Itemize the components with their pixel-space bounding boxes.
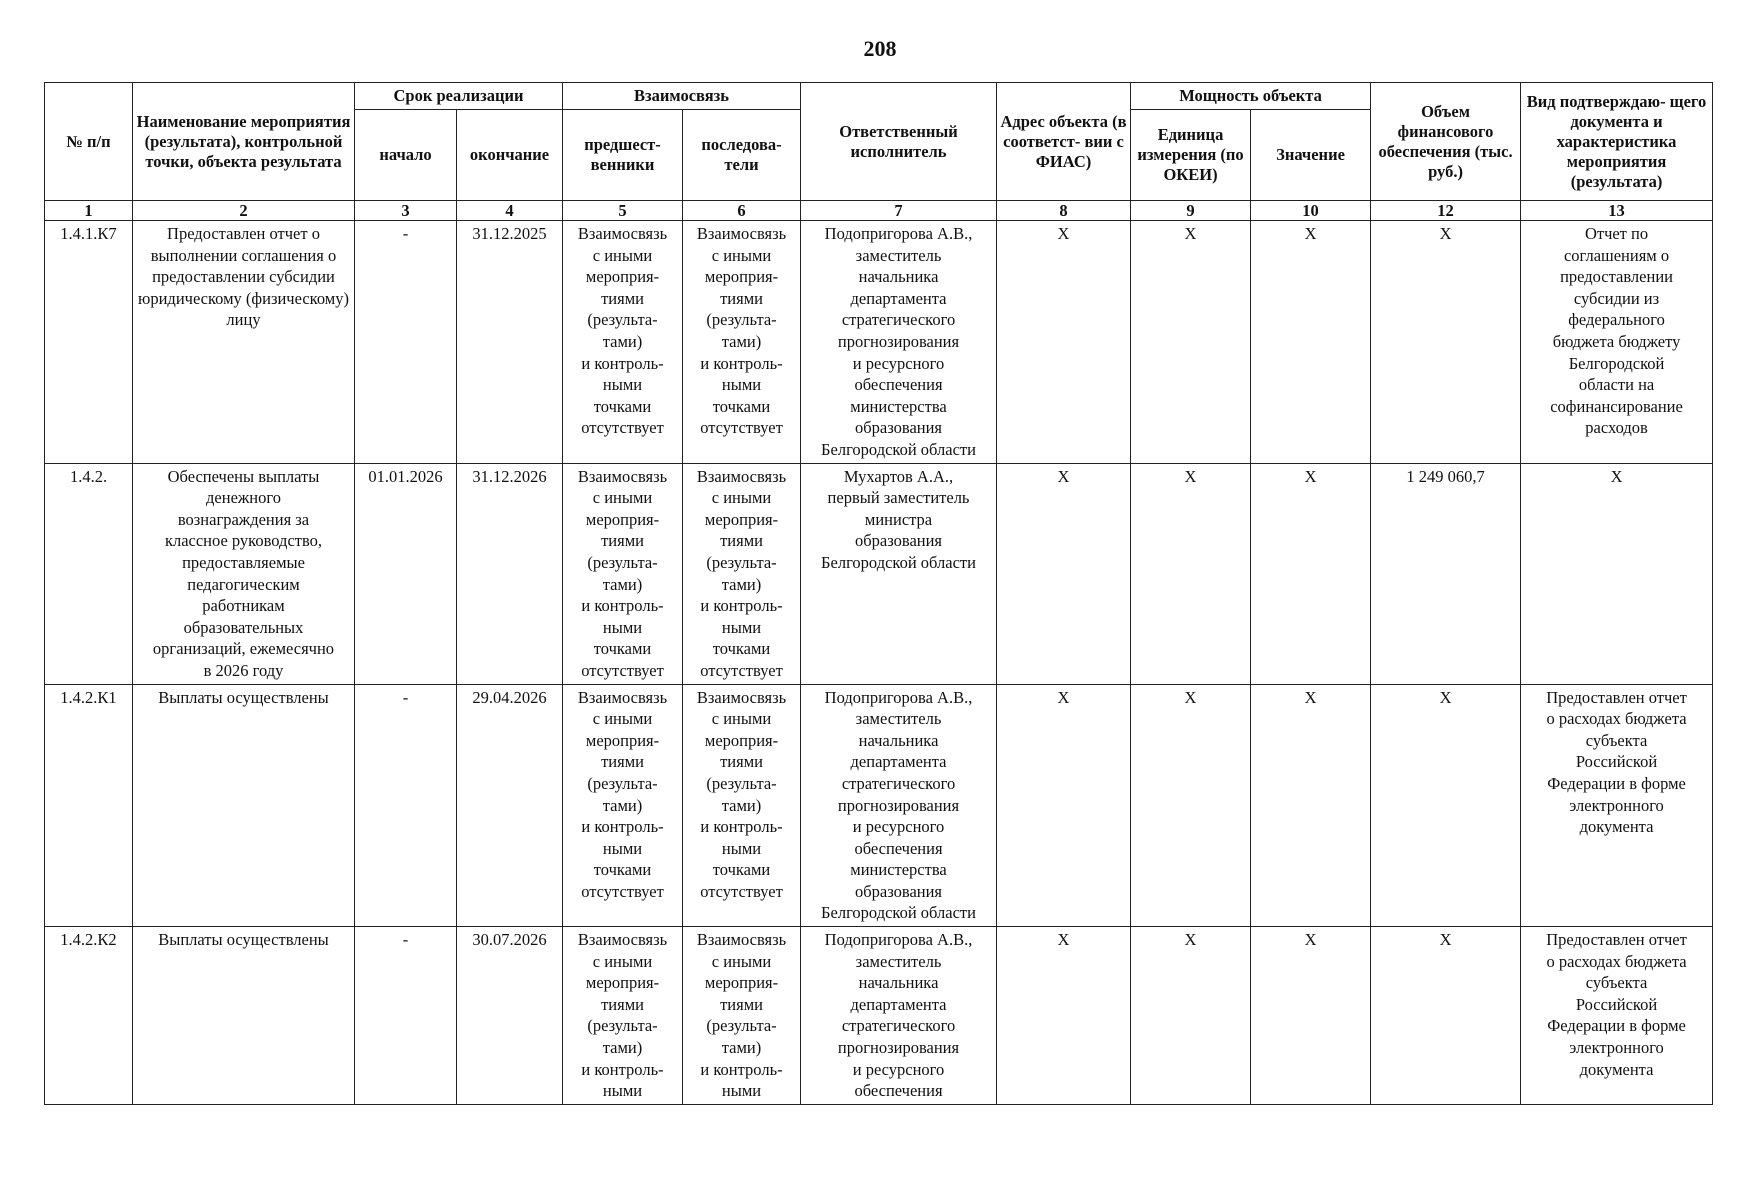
cell-start: 01.01.2026 (355, 463, 457, 684)
cell-predecessors: Взаимосвязь с иными мероприя- тиями (результа- тами) и контроль- ными точками отсутствует (563, 221, 683, 464)
cell-address: Х (997, 927, 1131, 1105)
header-term-group: Срок реализации (355, 83, 563, 110)
cell-successors: Взаимосвязь с иными мероприя- тиями (результа- тами) и контроль- ными точками отсутствует (683, 221, 801, 464)
column-number: 10 (1251, 201, 1371, 221)
header-name: Наименование мероприятия (результата), контрольной точки, объекта результата (133, 83, 355, 201)
cell-successors: Взаимосвязь с иными мероприя- тиями (результа- тами) и контроль- ными точками отсутствует (683, 684, 801, 927)
cell-responsible: Подопригорова А.В., заместитель начальника департамента стратегического прогнозирования и ресурсного обеспечения министерства образования Белгородской области (801, 221, 997, 464)
cell-end: 30.07.2026 (457, 927, 563, 1105)
cell-predecessors: Взаимосвязь с иными мероприя- тиями (результа- тами) и контроль- ными точками отсутствует (563, 463, 683, 684)
column-number: 3 (355, 201, 457, 221)
column-number: 1 (45, 201, 133, 221)
column-number: 2 (133, 201, 355, 221)
column-number: 9 (1131, 201, 1251, 221)
cell-name: Обеспечены выплаты денежного вознаграждения за классное руководство, предоставляемые педагогическим работникам образовательных организаций, ежемесячно в 2026 году (133, 463, 355, 684)
column-number: 4 (457, 201, 563, 221)
cell-successors: Взаимосвязь с иными мероприя- тиями (результа- тами) и контроль- ными (683, 927, 801, 1105)
cell-responsible: Подопригорова А.В., заместитель начальника департамента стратегического прогнозирования и ресурсного обеспечения (801, 927, 997, 1105)
cell-end: 31.12.2025 (457, 221, 563, 464)
cell-name: Предоставлен отчет о выполнении соглашения о предоставлении субсидии юридическому (физическому) лицу (133, 221, 355, 464)
cell-unit: Х (1131, 927, 1251, 1105)
column-number: 13 (1521, 201, 1713, 221)
cell-funding: Х (1371, 927, 1521, 1105)
column-number: 7 (801, 201, 997, 221)
cell-unit: Х (1131, 221, 1251, 464)
cell-address: Х (997, 463, 1131, 684)
cell-funding: Х (1371, 221, 1521, 464)
header-doc-type: Вид подтверждаю- щего документа и характеристика мероприятия (результата) (1521, 83, 1713, 201)
column-number: 8 (997, 201, 1131, 221)
cell-num: 1.4.1.К7 (45, 221, 133, 464)
header-row-1 (45, 83, 1713, 110)
cell-doc: Отчет по соглашениям о предоставлении субсидии из федерального бюджета бюджету Белгородской области на софинансирование расходов (1521, 221, 1713, 464)
table-row (45, 221, 1713, 464)
header-link-group: Взаимосвязь (563, 83, 801, 110)
cell-num: 1.4.2.К1 (45, 684, 133, 927)
cell-end: 31.12.2026 (457, 463, 563, 684)
cell-num: 1.4.2.К2 (45, 927, 133, 1105)
cell-address: Х (997, 221, 1131, 464)
cell-doc: Х (1521, 463, 1713, 684)
header-num: № п/п (45, 83, 133, 201)
cell-start: - (355, 684, 457, 927)
cell-address: Х (997, 684, 1131, 927)
table-row (45, 463, 1713, 684)
column-number: 6 (683, 201, 801, 221)
cell-num: 1.4.2. (45, 463, 133, 684)
cell-unit: Х (1131, 684, 1251, 927)
cell-value: Х (1251, 927, 1371, 1105)
cell-start: - (355, 221, 457, 464)
cell-doc: Предоставлен отчет о расходах бюджета субъекта Российской Федерации в форме электронного документа (1521, 684, 1713, 927)
cell-value: Х (1251, 463, 1371, 684)
column-number: 12 (1371, 201, 1521, 221)
header-funding: Объем финансового обеспечения (тыс. руб.) (1371, 83, 1521, 201)
cell-value: Х (1251, 221, 1371, 464)
page-number: 208 (863, 36, 897, 61)
cell-predecessors: Взаимосвязь с иными мероприя- тиями (результа- тами) и контроль- ными (563, 927, 683, 1105)
cell-value: Х (1251, 684, 1371, 927)
header-link-pred: предшест- венники (563, 110, 683, 201)
header-term-end: окончание (457, 110, 563, 201)
cell-responsible: Подопригорова А.В., заместитель начальника департамента стратегического прогнозирования и ресурсного обеспечения министерства образования Белгородской области (801, 684, 997, 927)
cell-start: - (355, 927, 457, 1105)
header-address: Адрес объекта (в соответст- вии с ФИАС) (997, 83, 1131, 201)
cell-funding: 1 249 060,7 (1371, 463, 1521, 684)
header-term-start: начало (355, 110, 457, 201)
cell-unit: Х (1131, 463, 1251, 684)
cell-name: Выплаты осуществлены (133, 927, 355, 1105)
header-link-succ: последова- тели (683, 110, 801, 201)
cell-doc: Предоставлен отчет о расходах бюджета субъекта Российской Федерации в форме электронного документа (1521, 927, 1713, 1105)
header-capacity-group: Мощность объекта (1131, 83, 1371, 110)
cell-responsible: Мухартов А.А., первый заместитель министра образования Белгородской области (801, 463, 997, 684)
header-responsible: Ответственный исполнитель (801, 83, 997, 201)
column-number-row (45, 201, 1713, 221)
cell-funding: Х (1371, 684, 1521, 927)
column-number: 5 (563, 201, 683, 221)
header-capacity-unit: Единица измерения (по ОКЕИ) (1131, 110, 1251, 201)
cell-name: Выплаты осуществлены (133, 684, 355, 927)
plan-table (44, 82, 1713, 1105)
header-capacity-value: Значение (1251, 110, 1371, 201)
cell-successors: Взаимосвязь с иными мероприя- тиями (результа- тами) и контроль- ными точками отсутствует (683, 463, 801, 684)
cell-end: 29.04.2026 (457, 684, 563, 927)
table-row (45, 684, 1713, 927)
table-row (45, 927, 1713, 1105)
cell-predecessors: Взаимосвязь с иными мероприя- тиями (результа- тами) и контроль- ными точками отсутствует (563, 684, 683, 927)
